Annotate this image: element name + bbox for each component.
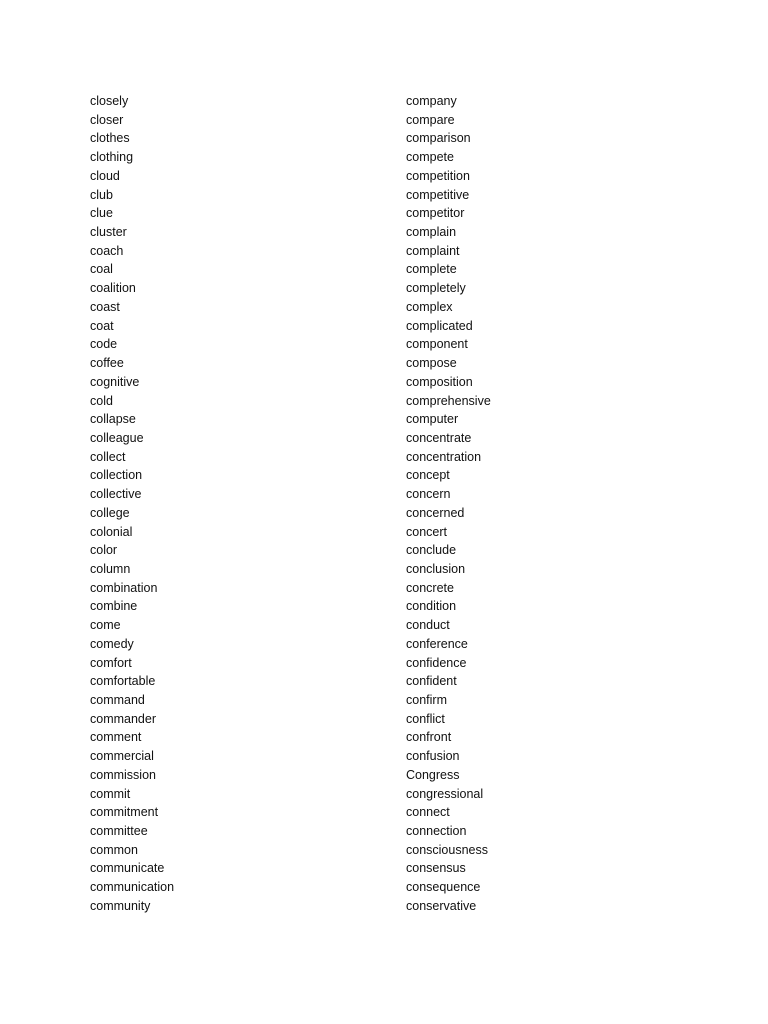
word-list-item: comprehensive	[406, 393, 491, 408]
word-list-item: cluster	[90, 225, 127, 240]
word-list-item: communicate	[90, 861, 165, 876]
word-list-item: community	[90, 898, 151, 913]
word-list-item: conference	[406, 636, 468, 651]
word-list-item: connect	[406, 805, 450, 820]
word-list-item: conclude	[406, 543, 457, 558]
word-list-item: colonial	[90, 524, 133, 539]
word-list-item: cloud	[90, 168, 120, 183]
word-list-item: command	[90, 693, 145, 707]
word-list-item: confusion	[406, 749, 460, 764]
word-list-item: concept	[406, 468, 450, 483]
word-list-item: conclusion	[406, 561, 466, 576]
word-list-item: clothes	[90, 131, 130, 146]
word-list-item: consciousness	[406, 842, 488, 857]
word-list-item: composition	[406, 374, 473, 389]
word-list-item: coal	[90, 262, 113, 277]
word-list-item: clothing	[90, 150, 134, 165]
word-list-item: collection	[90, 468, 143, 483]
word-list-item: complaint	[406, 243, 460, 258]
word-list-item: comfortable	[90, 674, 156, 689]
word-list-item: coat	[90, 318, 114, 333]
word-list-item: comparison	[406, 131, 471, 146]
word-list-item: color	[90, 543, 118, 558]
word-list-item: committee	[90, 824, 148, 839]
word-list-item: colleague	[90, 430, 144, 445]
word-list-item: complicated	[406, 318, 473, 333]
word-column-left	[90, 92, 174, 916]
word-list-item: collective	[90, 487, 142, 502]
word-list-item: complain	[406, 225, 457, 240]
word-list-item: confront	[406, 730, 452, 745]
word-list-item: consensus	[406, 861, 466, 876]
word-list-item: comfort	[90, 655, 132, 670]
word-list-item: club	[90, 187, 113, 202]
word-list-item: communication	[90, 880, 175, 895]
word-list-item: conduct	[406, 618, 450, 633]
word-list-item: commit	[90, 786, 131, 801]
word-list-item: common	[90, 842, 138, 857]
word-list-item: compare	[406, 112, 455, 127]
word-list-item: column	[90, 561, 131, 576]
word-list-item: concentration	[406, 449, 482, 464]
word-list-item: clue	[90, 206, 113, 221]
word-list-item: confirm	[406, 693, 447, 707]
word-list-item: coast	[90, 299, 120, 314]
word-list-item: computer	[406, 412, 459, 427]
word-list-item: complex	[406, 299, 453, 314]
word-list-item: connection	[406, 824, 467, 839]
word-list-item: closer	[90, 112, 124, 127]
word-list-item: consequence	[406, 880, 481, 895]
word-list-item: competitive	[406, 187, 470, 202]
word-list-item: collapse	[90, 412, 136, 427]
word-list-item: commitment	[90, 805, 159, 820]
word-list-item: concern	[406, 487, 451, 502]
word-list-item: compete	[406, 150, 454, 165]
word-list-item: concentrate	[406, 430, 472, 445]
word-list-item: comment	[90, 730, 142, 745]
word-list-item: conflict	[406, 711, 445, 726]
word-list-item: congressional	[406, 786, 484, 801]
word-list-item: come	[90, 618, 121, 633]
word-list-item: company	[406, 94, 457, 108]
word-list-item: combination	[90, 580, 158, 595]
word-list-item: combine	[90, 599, 138, 614]
word-list-item: closely	[90, 94, 129, 108]
word-list-item: cognitive	[90, 374, 140, 389]
word-list-item: complete	[406, 262, 457, 277]
word-column-right	[406, 92, 491, 916]
word-list-item: component	[406, 337, 468, 352]
word-list-item: college	[90, 505, 130, 520]
word-list-item: comedy	[90, 636, 134, 651]
word-list-item: commercial	[90, 749, 154, 764]
word-list-item: commission	[90, 767, 156, 782]
word-list-item: concrete	[406, 580, 454, 595]
word-list-item: conservative	[406, 898, 477, 913]
word-list-item: competition	[406, 168, 470, 183]
word-list-item: collect	[90, 449, 126, 464]
word-list-item: coffee	[90, 356, 124, 371]
word-list-item: code	[90, 337, 118, 352]
word-list-item: cold	[90, 393, 113, 408]
word-list-item: coalition	[90, 281, 136, 296]
word-list-item: competitor	[406, 206, 465, 221]
word-list-item: confidence	[406, 655, 467, 670]
word-list-item: concert	[406, 524, 447, 539]
word-list-item: confident	[406, 674, 457, 689]
word-list-item: Congress	[406, 767, 460, 782]
word-list-item: completely	[406, 281, 466, 296]
word-list-item: coach	[90, 243, 124, 258]
word-list-item: condition	[406, 599, 457, 614]
word-list-item: commander	[90, 711, 156, 726]
word-list-item: compose	[406, 356, 457, 371]
word-list-item: concerned	[406, 505, 465, 520]
